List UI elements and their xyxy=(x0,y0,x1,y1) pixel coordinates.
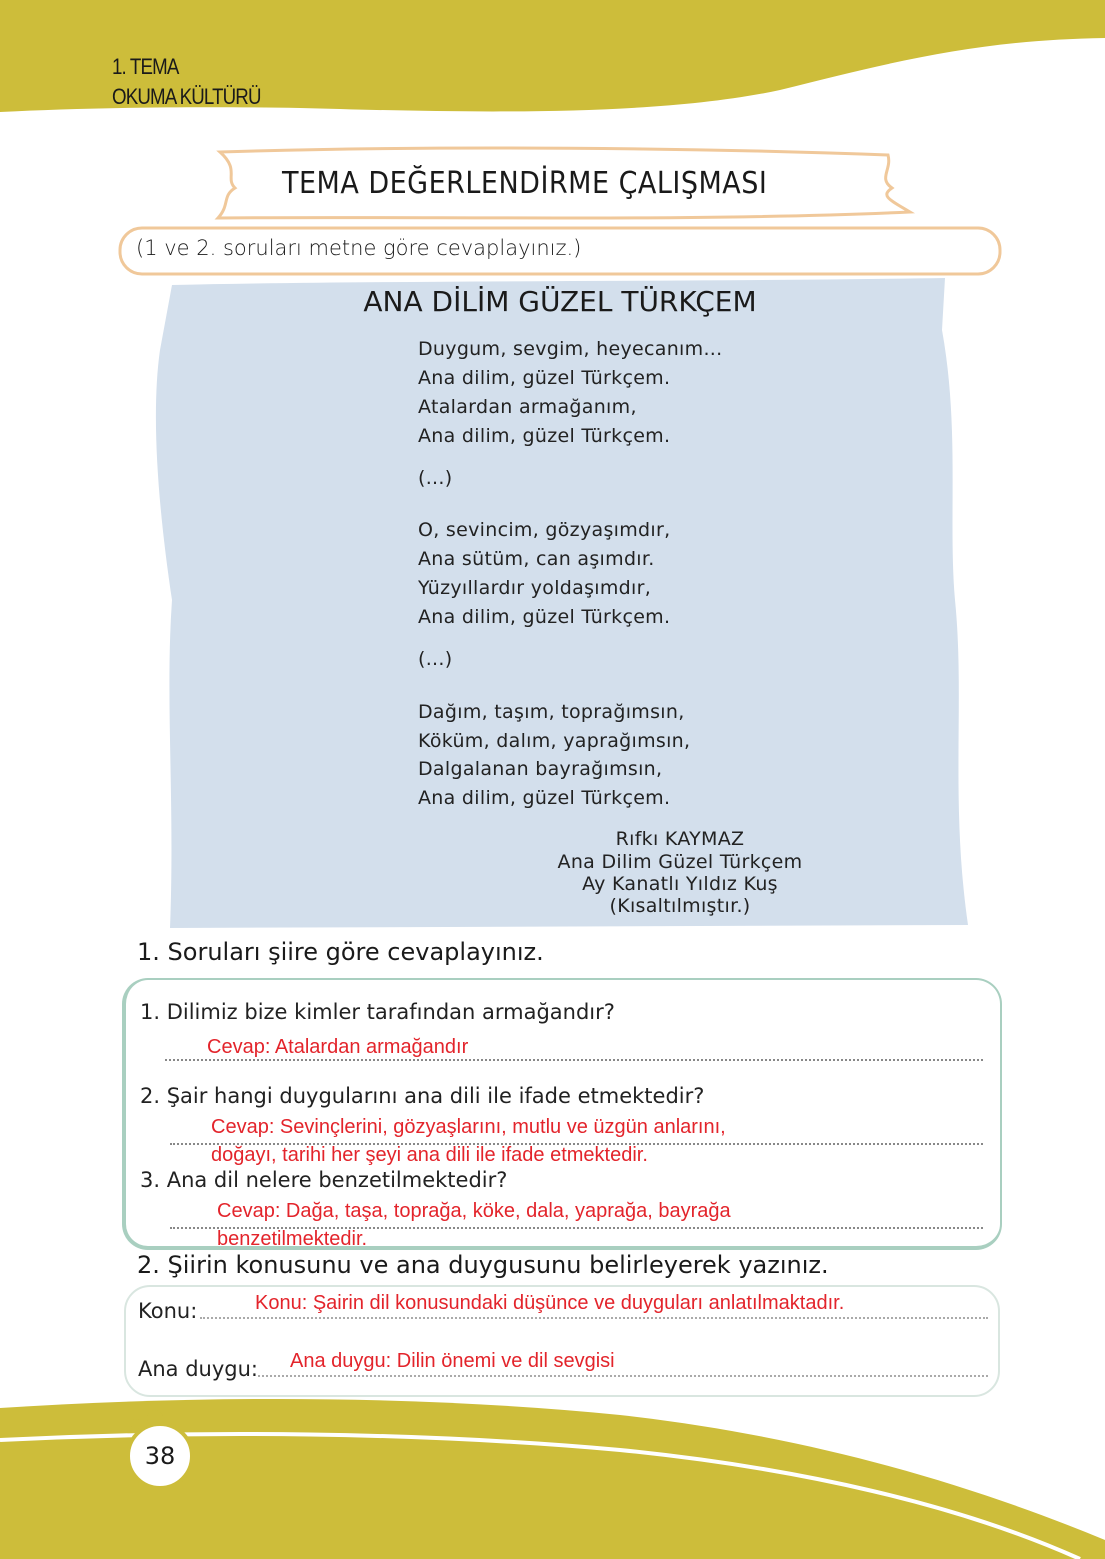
poem-line: Ana dilim, güzel Türkçem. xyxy=(418,606,671,628)
poem-book: Ana Dilim Güzel Türkçem xyxy=(557,851,803,873)
poem-note: (Kısaltılmıştır.) xyxy=(609,895,751,917)
poem-line: Ana dilim, güzel Türkçem. xyxy=(418,787,671,809)
theme-name: OKUMA KÜLTÜRÜ xyxy=(112,84,261,109)
poem-line: Yüzyıllardır yoldaşımdır, xyxy=(418,577,652,599)
poem-line: Köküm, dalım, yaprağımsın, xyxy=(418,730,691,752)
answer-3-line2: benzetilmektedir. xyxy=(217,1228,368,1250)
poem-line: Ana dilim, güzel Türkçem. xyxy=(418,425,671,447)
poem-ellipsis: (...) xyxy=(418,467,453,489)
answer-line-1[interactable] xyxy=(165,1059,983,1061)
instruction-text: (1 ve 2. soruları metne göre cevaplayınız.) xyxy=(136,236,582,260)
konu-label: Konu: xyxy=(138,1299,198,1323)
page-number: 38 xyxy=(144,1442,176,1470)
answer-3-line1: Cevap: Dağa, taşa, toprağa, köke, dala, yaprağa, bayrağa xyxy=(217,1200,731,1222)
page-title: TEMA DEĞERLENDİRME ÇALIŞMASI xyxy=(282,166,768,201)
answer-2-line1: Cevap: Sevinçlerini, gözyaşlarını, mutlu ve üzgün anlarını, xyxy=(211,1116,726,1138)
section1-heading: 1. Soruları şiire göre cevaplayınız. xyxy=(137,938,544,966)
question-2: 2. Şair hangi duygularını ana dili ile ifade etmektedir? xyxy=(140,1084,705,1108)
theme-number: 1. TEMA xyxy=(112,54,179,79)
poem-line: Dağım, taşım, toprağımsın, xyxy=(418,701,685,723)
poem-ellipsis: (...) xyxy=(418,648,453,670)
ana-duygu-answer: Ana duygu: Dilin önemi ve dil sevgisi xyxy=(290,1350,615,1372)
poem-line: Ana sütüm, can aşımdır. xyxy=(418,548,655,570)
poem-line: Ana dilim, güzel Türkçem. xyxy=(418,367,671,389)
question-3: 3. Ana dil nelere benzetilmektedir? xyxy=(140,1168,508,1192)
poem-title: ANA DİLİM GÜZEL TÜRKÇEM xyxy=(363,285,757,318)
question-1: 1. Dilimiz bize kimler tarafından armağandır? xyxy=(140,1000,615,1024)
ana-duygu-line[interactable] xyxy=(258,1375,988,1377)
poem-line: Dalgalanan bayrağımsın, xyxy=(418,758,663,780)
section2-heading: 2. Şiirin konusunu ve ana duygusunu belirleyerek yazınız. xyxy=(137,1251,829,1279)
ana-duygu-label: Ana duygu: xyxy=(138,1357,259,1381)
answer-1: Cevap: Atalardan armağandır xyxy=(207,1036,469,1058)
poem-line: Atalardan armağanım, xyxy=(418,396,637,418)
answer-2-line2: doğayı, tarihi her şeyi ana dili ile ifade etmektedir. xyxy=(211,1144,648,1166)
poem-line: Duygum, sevgim, heyecanım... xyxy=(418,338,723,360)
poem-line: O, sevincim, gözyaşımdır, xyxy=(418,519,671,541)
konu-line[interactable] xyxy=(200,1317,988,1319)
poem-collection: Ay Kanatlı Yıldız Kuş xyxy=(582,873,778,895)
poem-author: Rıfkı KAYMAZ xyxy=(615,828,745,850)
konu-answer: Konu: Şairin dil konusundaki düşünce ve duyguları anlatılmaktadır. xyxy=(255,1292,845,1314)
